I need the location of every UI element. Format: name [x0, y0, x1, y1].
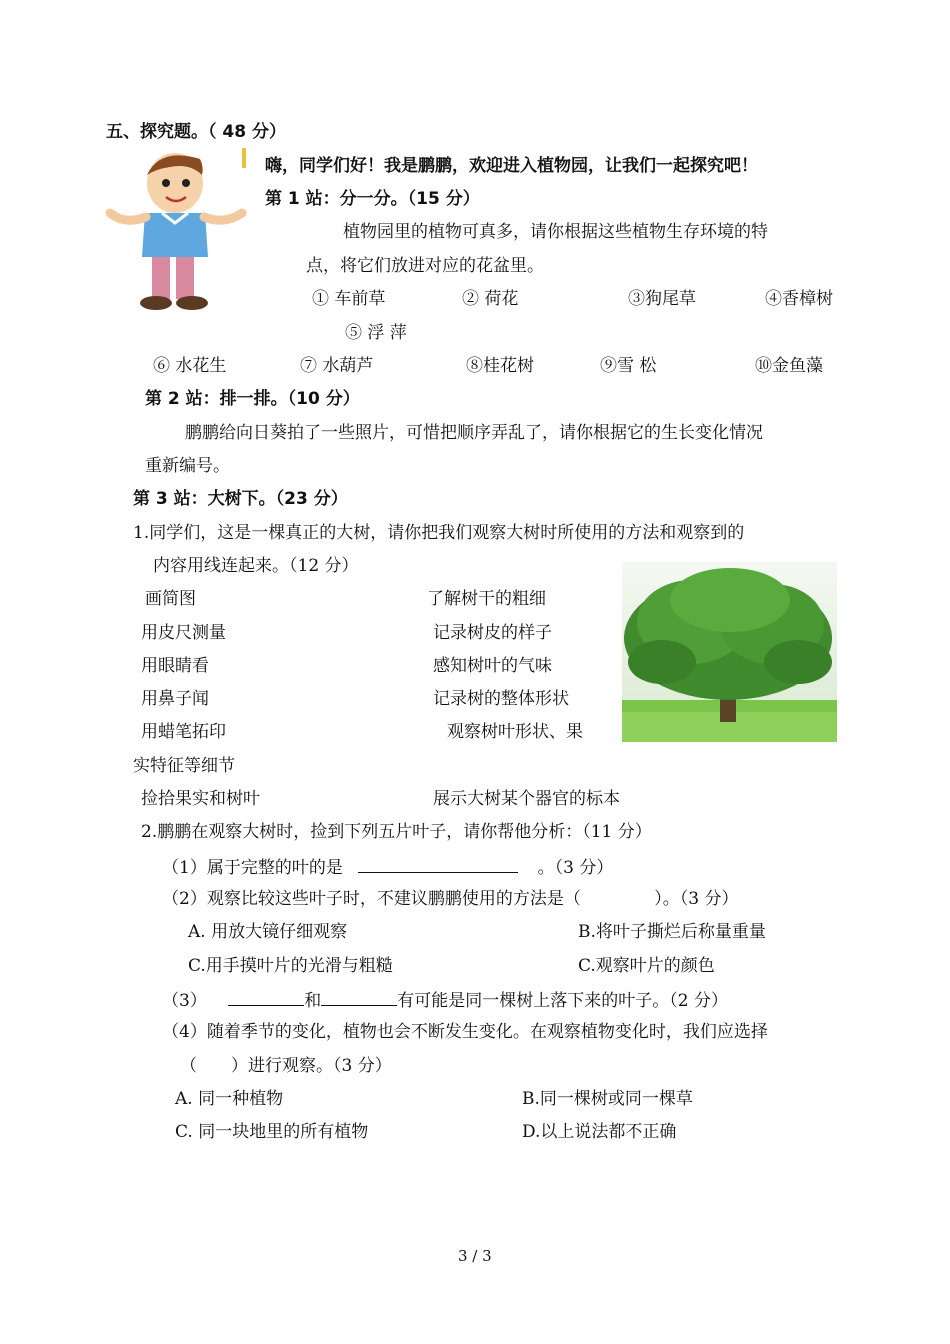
plant-item: ⑥ 水花生	[153, 356, 227, 376]
method-item: 捡拾果实和树叶	[141, 789, 260, 809]
q2-title: 2.鹏鹏在观察大树时，捡到下列五片叶子，请你帮他分析：（11 分）	[141, 822, 652, 842]
cartoon-boy-illustration	[100, 145, 250, 315]
plant-item: ⑦ 水葫芦	[300, 356, 374, 376]
content-item: 了解树干的粗细	[427, 589, 546, 609]
method-item: 用蜡笔拓印	[141, 722, 226, 742]
plant-item: ⑧桂花树	[466, 356, 534, 376]
greeting-text: 嗨，同学们好！我是鹏鹏，欢迎进入植物园，让我们一起探究吧！	[265, 156, 758, 176]
q1-line1: 1.同学们，这是一棵真正的大树，请你把我们观察大树时所使用的方法和观察到的	[133, 523, 745, 543]
plant-item: ④香樟树	[765, 289, 833, 309]
q2-3-suffix: 有可能是同一棵树上落下来的叶子。（2 分）	[397, 991, 728, 1011]
method-item: 用眼睛看	[141, 656, 209, 676]
content-item-wrap: 实特征等细节	[133, 756, 235, 776]
content-item: 感知树叶的气味	[433, 656, 552, 676]
station1-instruction-line2: 点，将它们放进对应的花盆里。	[306, 256, 544, 276]
station2-instruction-line1: 鹏鹏给向日葵拍了一些照片，可惜把顺序弄乱了，请你根据它的生长变化情况	[185, 423, 763, 443]
section-title: 五、探究题。（ 48 分）	[106, 122, 286, 142]
q1-line2: 内容用线连起来。（12 分）	[153, 556, 359, 576]
plant-item: ⑩金鱼藻	[755, 356, 823, 376]
q2-2-option: B.将叶子撕烂后称量重量	[578, 922, 766, 942]
method-item: 画简图	[145, 589, 196, 609]
station2-instruction-line2: 重新编号。	[145, 456, 230, 476]
station2-title: 第 2 站：排一排。（10 分）	[145, 389, 360, 409]
plant-item: ① 车前草	[312, 289, 386, 309]
q2-3	[162, 987, 728, 1013]
station3-title: 第 3 站：大树下。（23 分）	[133, 489, 348, 509]
content-item: 观察树叶形状、果	[447, 722, 583, 742]
plant-item: ⑤ 浮 萍	[345, 323, 407, 343]
q2-4-option: C. 同一块地里的所有植物	[175, 1122, 369, 1142]
station1-title: 第 1 站：分一分。（15 分）	[265, 189, 480, 209]
method-item: 用皮尺测量	[141, 623, 226, 643]
q2-4-line2: （ ）进行观察。（3 分）	[180, 1056, 392, 1076]
q2-2-option: C.观察叶片的颜色	[578, 956, 715, 976]
answer-blank[interactable]	[228, 987, 304, 1006]
q2-4-option: A. 同一种植物	[175, 1089, 284, 1109]
q2-1	[162, 854, 613, 880]
q2-4-option: B.同一棵树或同一棵草	[522, 1089, 693, 1109]
plant-item: ③狗尾草	[628, 289, 696, 309]
q2-2-option: C.用手摸叶片的光滑与粗糙	[188, 956, 393, 976]
answer-blank[interactable]	[358, 854, 518, 873]
q2-4-option: D.以上说法都不正确	[522, 1122, 677, 1142]
q2-3-mid: 和	[304, 991, 322, 1011]
content-item: 记录树的整体形状	[433, 689, 569, 709]
content-item: 展示大树某个器官的标本	[433, 789, 620, 809]
q2-2-option: A. 用放大镜仔细观察	[188, 922, 348, 942]
station1-instruction-line1: 植物园里的植物可真多，请你根据这些植物生存环境的特	[343, 222, 768, 242]
plant-item: ⑨雪 松	[600, 356, 657, 376]
tree-photo	[622, 562, 837, 742]
q2-3-prefix: （3）	[162, 991, 207, 1011]
page-number: 3 / 3	[458, 1247, 492, 1265]
answer-blank[interactable]	[321, 987, 397, 1006]
q2-4-line1: （4）随着季节的变化，植物也会不断发生变化。在观察植物变化时，我们应选择	[162, 1022, 768, 1042]
plant-item: ② 荷花	[462, 289, 519, 309]
method-item: 用鼻子闻	[141, 689, 209, 709]
sparkle-mark	[242, 148, 246, 168]
content-item: 记录树皮的样子	[433, 623, 552, 643]
q2-1-prefix: （1）属于完整的叶的是	[162, 858, 343, 878]
q2-2: （2）观察比较这些叶子时，不建议鹏鹏使用的方法是（ ）。（3 分）	[162, 889, 739, 909]
q2-1-suffix: 。（3 分）	[537, 858, 614, 878]
